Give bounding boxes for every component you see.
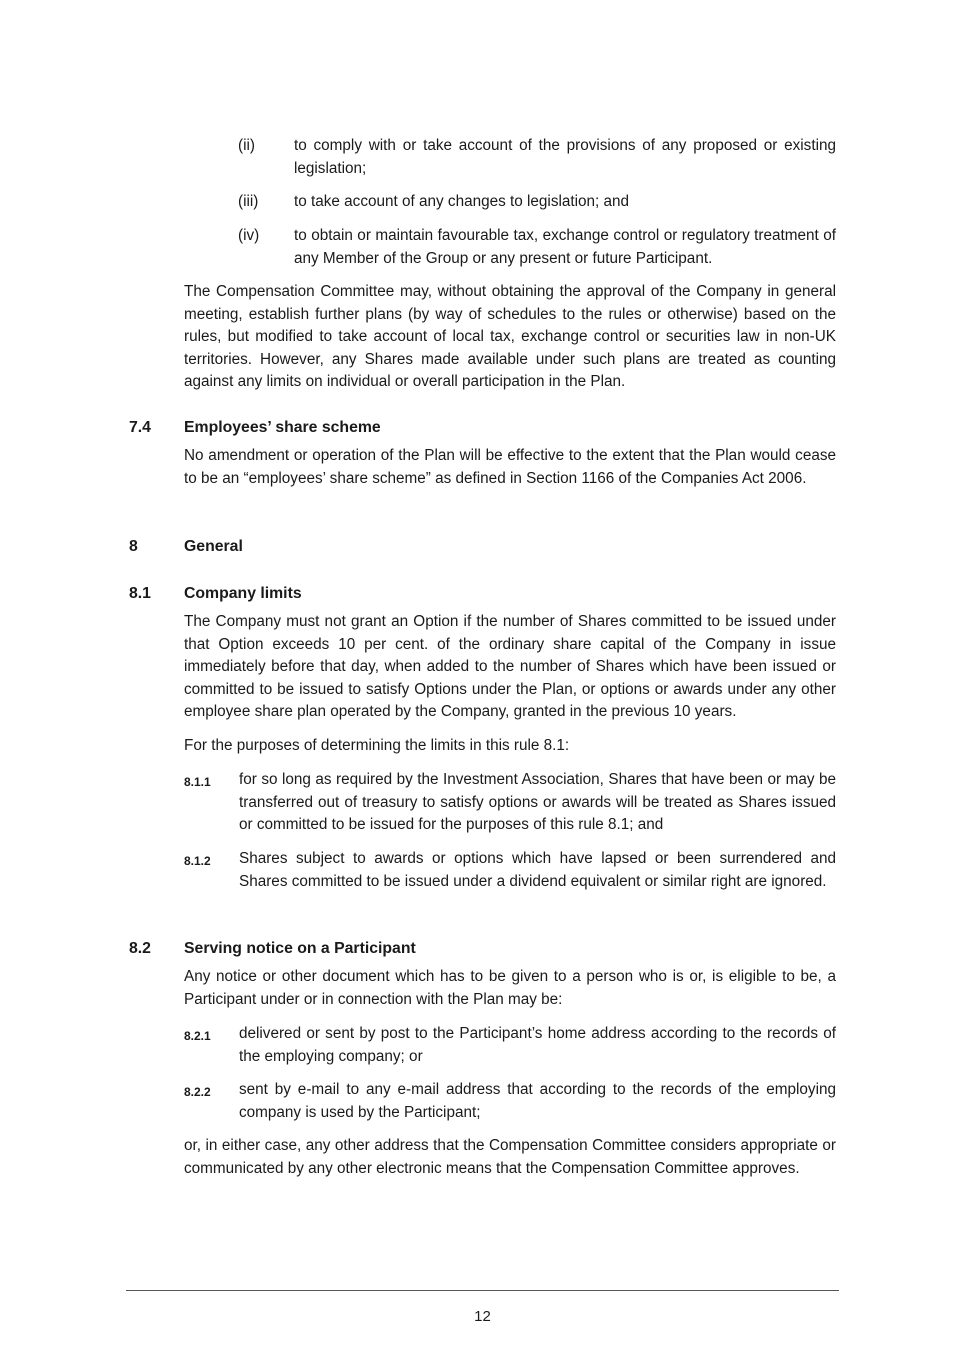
list-text: to comply with or take account of the provisions of any proposed or existing legislation; — [294, 137, 836, 177]
list-text: Shares subject to awards or options which have lapsed or been surrendered and Shares committed to be issued under a dividend equivalent or similar right are ignored. — [239, 850, 836, 890]
list-item-8-2-1 — [184, 1023, 836, 1068]
list-item-8-1-1 — [184, 769, 836, 837]
list-text: to take account of any changes to legislation; and — [294, 193, 630, 210]
section-8-2-text: Any notice or other document which has to be given to a person who is or, is eligible to be, a Participant under or in connection with the Plan may be: — [184, 968, 836, 1008]
section-8-2-closing: or, in either case, any other address that the Compensation Committee considers appropriate or communicated by any other electronic means that the Compensation Committee approves. — [184, 1137, 836, 1177]
list-number: (iv) — [238, 227, 260, 244]
list-item-8-2-2 — [184, 1079, 836, 1124]
list-text: for so long as required by the Investment Association, Shares that have been or may be transferred out of treasury to satisfy options or awards will be treated as Shares issued or committed to be issued for the purposes of this rule 8.1; and — [239, 771, 836, 834]
list-item-ii — [238, 135, 836, 180]
list-number: 8.1.1 — [184, 775, 211, 789]
section-7-4-text: No amendment or operation of the Plan will be effective to the extent that the Plan would cease to be an “employees’ share scheme” as defined in Section 1166 of the Companies Act 2006. — [184, 447, 836, 487]
section-title: General — [184, 538, 243, 555]
list-number: (iii) — [238, 193, 259, 210]
list-text: to obtain or maintain favourable tax, exchange control or regulatory treatment of any Member of the Group or any present or future Participant. — [294, 227, 836, 267]
section-number: 7.4 — [129, 419, 151, 436]
section-8-1-text: The Company must not grant an Option if the number of Shares committed to be issued under that Option exceeds 10 per cent. of the ordinary share capital of the Company in issue immediately before that day, when added to the number of Shares which have been issued or committed to be issued to satisfy Options under the Plan, or options or awards under any other employee share plan operated by the Company, granted in the previous 10 years. — [184, 613, 836, 721]
list-text: delivered or sent by post to the Participant’s home address according to the records of the employing company; or — [239, 1025, 836, 1065]
page-number: 12 — [474, 1308, 491, 1325]
section-number: 8.1 — [129, 585, 151, 602]
list-item-iv — [238, 225, 836, 270]
section-8-1-intro: For the purposes of determining the limits in this rule 8.1: — [184, 737, 570, 754]
section-title: Company limits — [184, 585, 302, 602]
list-number: 8.2.2 — [184, 1085, 211, 1099]
footer-divider — [126, 1290, 839, 1291]
section-number: 8.2 — [129, 940, 151, 957]
section-number: 8 — [129, 538, 138, 555]
section-title: Employees’ share scheme — [184, 419, 381, 436]
list-number: 8.2.1 — [184, 1029, 211, 1043]
list-number: (ii) — [238, 137, 255, 154]
list-item-iii — [238, 191, 836, 214]
list-text: sent by e-mail to any e-mail address that according to the records of the employing company is used by the Participant; — [239, 1081, 836, 1121]
list-number: 8.1.2 — [184, 854, 211, 868]
list-item-8-1-2 — [184, 848, 836, 893]
section-title: Serving notice on a Participant — [184, 940, 416, 957]
compensation-paragraph: The Compensation Committee may, without obtaining the approval of the Company in general meeting, establish further plans (by way of schedules to the rules or otherwise) based on the rules, but modified to take account of local tax, exchange control or securities law in non-UK territories. However, any Shares made available under such plans are treated as counting against any limits on individual or overall participation in the Plan. — [184, 283, 836, 391]
